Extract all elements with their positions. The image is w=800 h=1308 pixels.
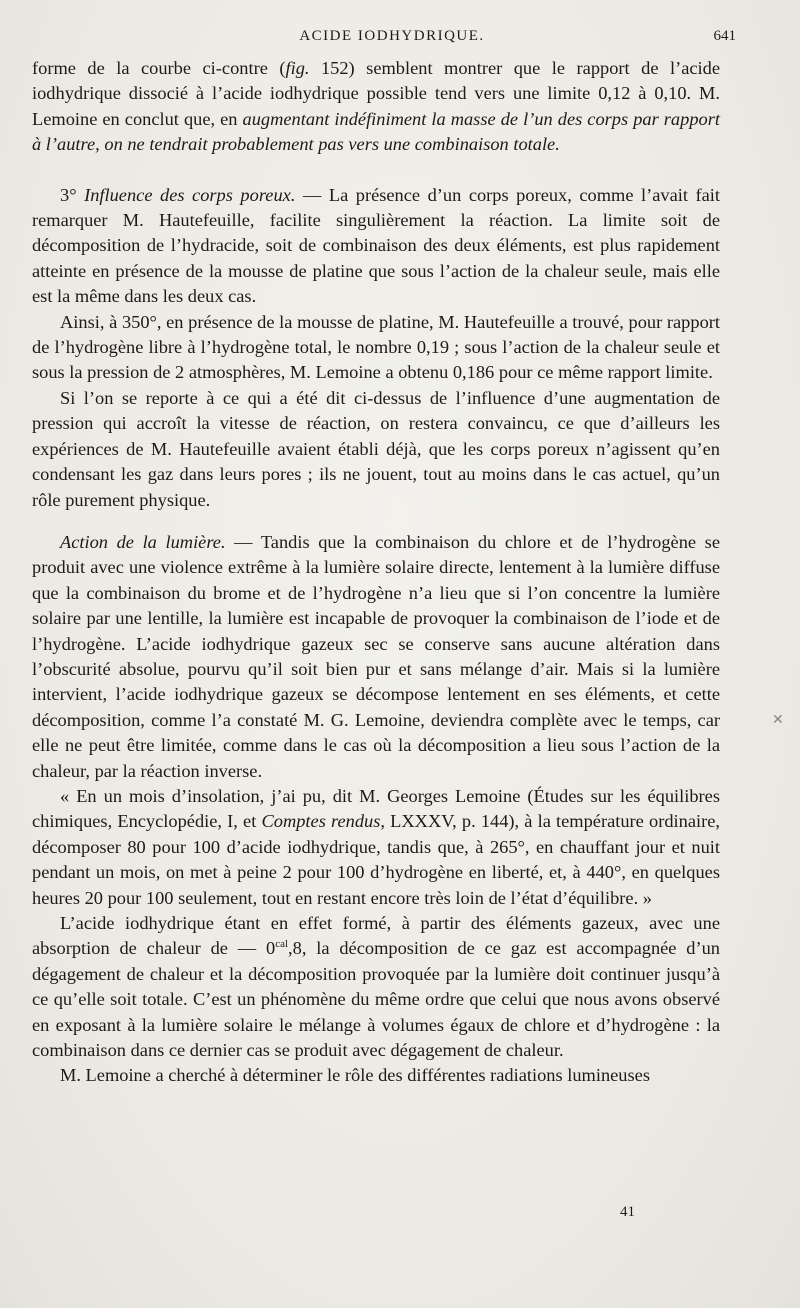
figure-reference: fig. [285, 58, 310, 78]
paragraph-light-action [32, 530, 720, 784]
text-run: — Tandis que la combinaison du chlore et de l’hydrogène se produit avec une violence extrême à la lumière solaire directe, lentement à la lumière diffuse que la combinaison du brome et de l’hydrogène n’a lieu que si l’on concentre la lumière solaire par une lentille, la lumière est incapable de provoquer la combinaison de l’iode et de l’hydrogène. L’acide iodhydrique gazeux sec se conserve sans aucune altération dans l’obscurité absolue, pourvu qu’il soit bien pur et sans mélange d’air. Mais si la lumière intervient, l’acide iodhydrique gazeux se décompose lentement en ses éléments, et cette décomposition, comme l’a constaté M. G. Lemoine, deviendra complète avec le temps, car elle ne peut être limitée, comme dans le cas où la décomposition a lieu sous l’action de la chaleur, par la réaction inverse. [32, 531, 720, 781]
italic-phrase: augmentant indéfiniment la masse de l’un des corps par rapport à l’autre, [32, 108, 720, 155]
unit-superscript: cal [275, 938, 289, 951]
paragraph-heat-absorption [32, 911, 720, 1063]
running-title: ACIDE IODHYDRIQUE. [299, 28, 485, 44]
section-heading: Influence des corps poreux. [84, 184, 296, 205]
text-run: 152) semblent montrer que le rapport de l’acide iodhydrique dissocié à l’acide iodhydrique possible tend vers une limite 0,12 à 0,10. M. Lemoine en conclut que, en [32, 58, 720, 129]
page-number: 641 [713, 28, 736, 44]
text-run: ,8, la décomposition de ce gaz est accompagnée d’un dégagement de chaleur et la décomposition provoquée par la lumière doit continuer jusqu’à ce qu’elle soit totale. C’est un phénomène du même ordre que celui que nous avons observé en exposant à la lumière solaire le mélange à volumes égaux de chlore et d’hydrogène : la combinaison dans ce dernier cas se produit avec dégagement de chaleur. [32, 938, 721, 1061]
text-run: « En un mois d’insolation, j’ai pu, dit M. Georges Lemoine (Études sur les équilibres chimiques, Encyclopédie, I, et [32, 785, 720, 832]
margin-dash-mark: ✕ [772, 712, 784, 728]
italic-phrase: on ne tendrait probablement pas vers une combinaison totale. [104, 134, 560, 155]
journal-title: Comptes rendus [261, 811, 381, 832]
text-run: — La présence d’un corps poreux, comme l’avait fait remarquer M. Hautefeuille, facilite singulièrement la réaction. La limite soit de décomposition de l’hydracide, soit de combinaison des deux éléments, est plus rapidement atteinte en présence de la mousse de platine que sous l’action de la chaleur seule, mais elle est la même dans les deux cas. [32, 184, 721, 307]
signature-mark: 41 [620, 1204, 635, 1220]
running-head [32, 28, 752, 52]
body-text [32, 56, 720, 1089]
text-run: forme de la courbe ci-contre ( [32, 58, 286, 78]
section-number: 3° [60, 184, 85, 205]
text-run: L’acide iodhydrique étant en effet formé, à partir des éléments gazeux, avec une absorption de chaleur de — 0 [32, 913, 720, 959]
paragraph-pressure-influence: Si l’on se reporte à ce qui a été dit ci-dessus de l’influence d’une augmentation de pression qui accroît la vitesse de réaction, on restera convaincu, ce que d’ailleurs les expériences de M. Hautefeuille avaient établi déjà, que les corps poreux n’agissent qu’en condensant les gaz dans leurs pores ; ils ne jouent, tout au moins dans le cas actuel, qu’un rôle purement physique. [32, 387, 720, 510]
paragraph-curve-conclusion [32, 56, 720, 158]
paragraph-radiations: M. Lemoine a cherché à déterminer le rôle des différentes radiations lumineuses [60, 1065, 650, 1086]
paragraph-lemoine-quote [32, 784, 720, 911]
paragraph-porous-bodies [32, 183, 720, 310]
paragraph-platinum-ratio: Ainsi, à 350°, en présence de la mousse de platine, M. Hautefeuille a trouvé, pour rapport de l’hydrogène libre à l’hydrogène total, le nombre 0,19 ; sous l’action de la chaleur seule et sous la pression de 2 atmosphères, M. Lemoine a obtenu 0,186 pour ce même rapport limite. [32, 311, 720, 383]
section-heading: Action de la lumière. [60, 531, 226, 552]
text-run: , LXXXV, p. 144), à la température ordinaire, décomposer 80 pour 100 d’acide iodhydrique, tandis que, à 265°, en chauffant jour et nuit pendant un mois, on met à peine 2 pour 100 d’hydrogène en liberté, et, à 440°, en quelques heures 20 pour 100 seulement, tout en restant encore très loin de l’état d’équilibre. » [32, 811, 720, 908]
